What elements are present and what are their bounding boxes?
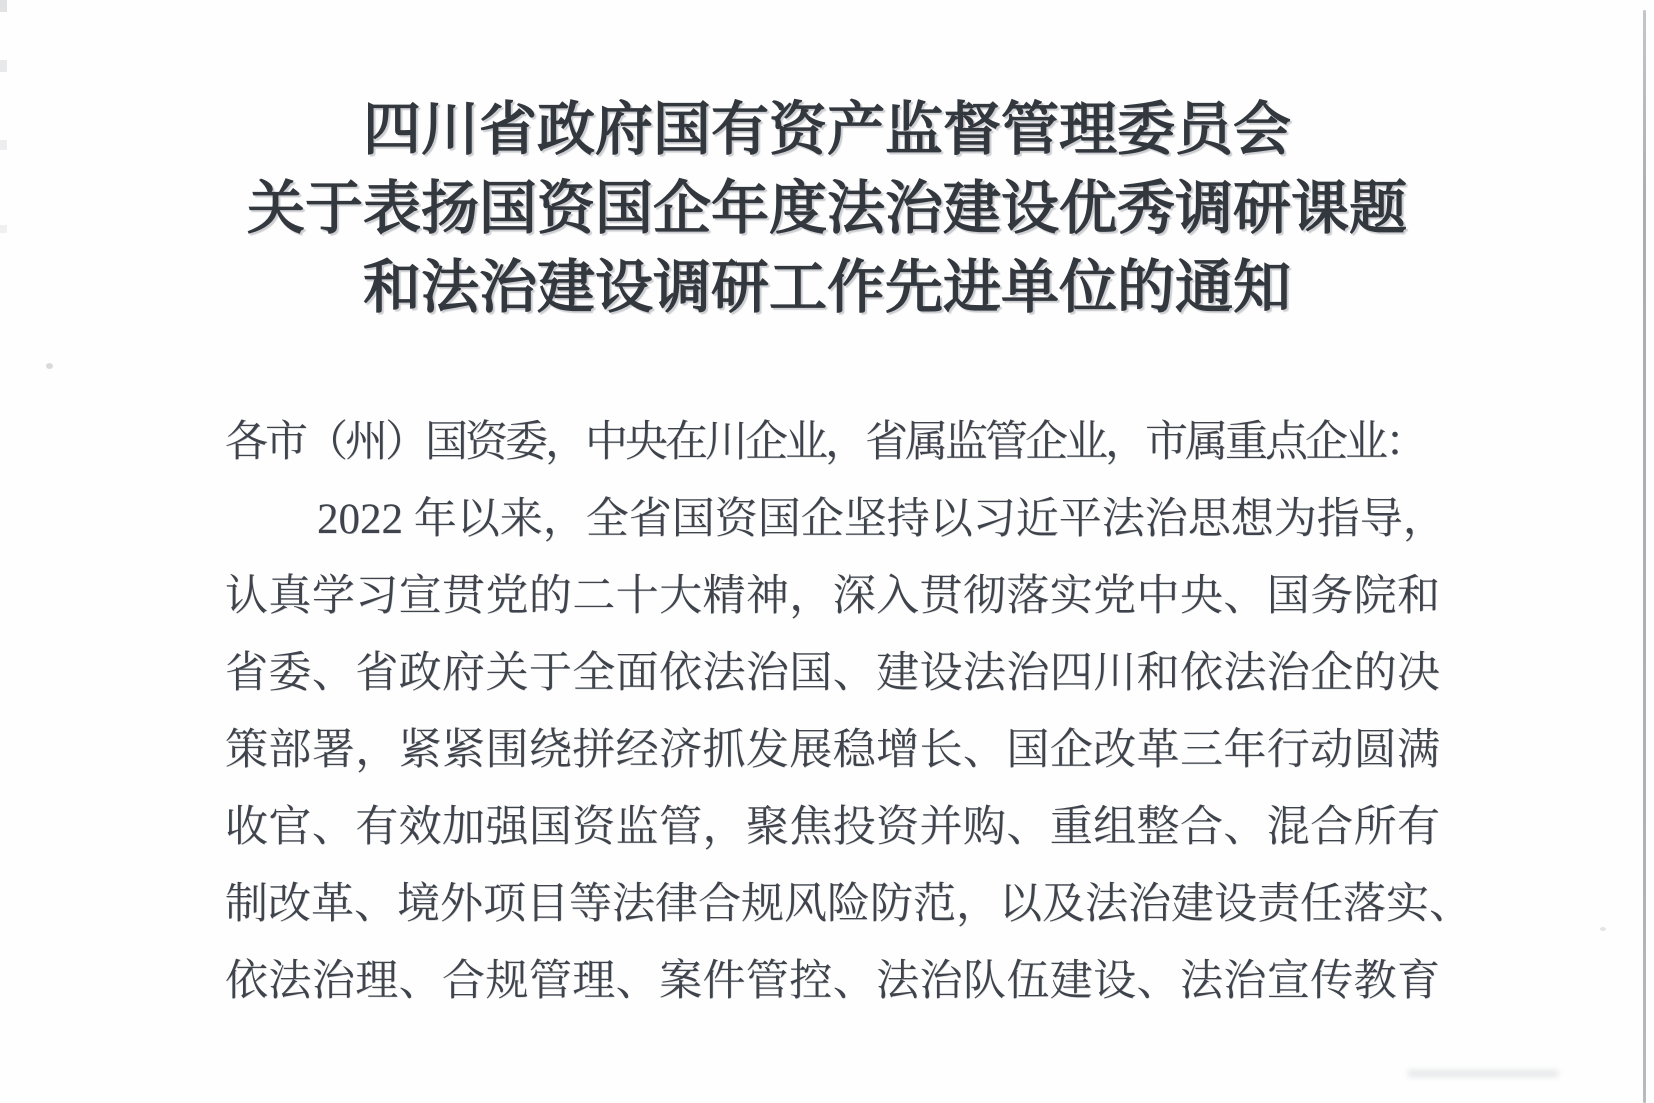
scan-edge-marks bbox=[0, 0, 7, 260]
notice-title-line-3: 和法治建设调研工作先进单位的通知 bbox=[362, 255, 1291, 320]
paragraph-line-6: 制改革、境外项目等法律合规风险防范，以及法治建设责任落实、 bbox=[225, 881, 1472, 928]
paragraph-line-2: 认真学习宣贯党的二十大精神，深入贯彻落实党中央、国务院和 bbox=[225, 573, 1440, 620]
scan-smudge bbox=[1408, 1070, 1558, 1077]
notice-body bbox=[225, 404, 1472, 1020]
paragraph-line-1: 2022 年以来，全省国资国企坚持以习近平法治思想为指导， bbox=[317, 496, 1446, 543]
scan-speck bbox=[1600, 927, 1606, 931]
notice-title-line-1: 四川省政府国有资产监督管理委员会 bbox=[362, 97, 1291, 162]
salutation-line: 各市（州）国资委，中央在川企业，省属监管企业，市属重点企业： bbox=[225, 419, 1425, 466]
scan-speck bbox=[46, 363, 53, 369]
paragraph-line-4: 策部署，紧紧围绕拼经济抓发展稳增长、国企改革三年行动圆满 bbox=[225, 727, 1440, 774]
notice-title-line-2: 关于表扬国资国企年度法治建设优秀调研课题 bbox=[246, 176, 1407, 241]
paragraph-line-7: 依法治理、合规管理、案件管控、法治队伍建设、法治宣传教育 bbox=[225, 958, 1440, 1005]
page-edge-scan-line bbox=[1643, 10, 1646, 1103]
paragraph-line-5: 收官、有效加强国资监管，聚焦投资并购、重组整合、混合所有 bbox=[225, 804, 1440, 851]
notice-title bbox=[0, 90, 1654, 327]
paragraph-line-3: 省委、省政府关于全面依法治国、建设法治四川和依法治企的决 bbox=[225, 650, 1440, 697]
